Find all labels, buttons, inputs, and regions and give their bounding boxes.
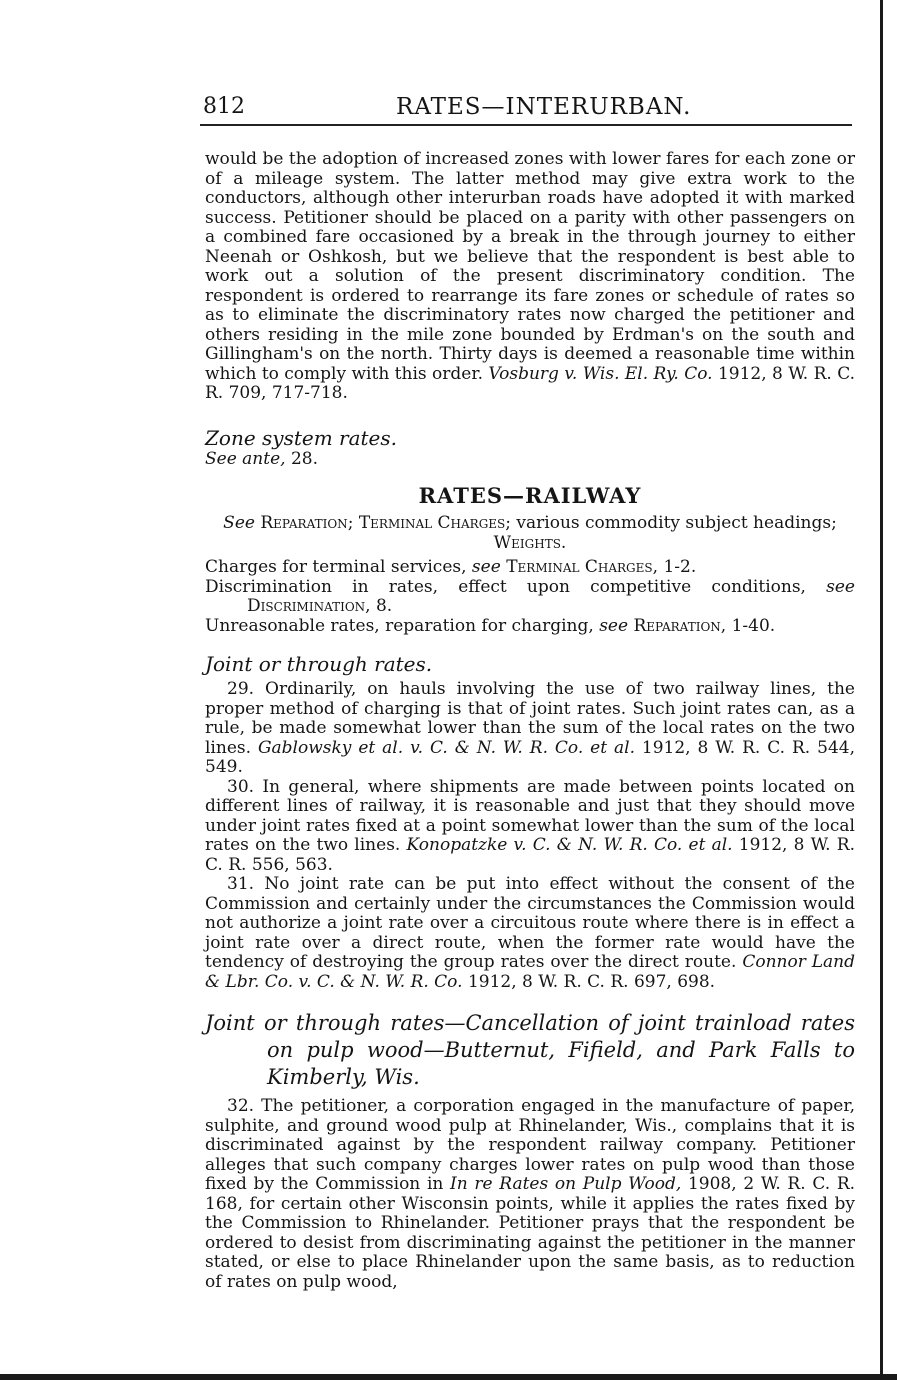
para-case: In re Rates on Pulp Wood,: [450, 1174, 682, 1194]
xref-num: , 1-2.: [652, 557, 697, 577]
para-case: Konopatzke v. C. & N. W. R. Co. et al.: [406, 835, 733, 855]
para-text: 30. In general, where shipments are made between points located on different lines of railway, it is reasonable and just that they should move under joint rates fixed at a point somewhat lower than the sum of the local rates on the two lines.: [205, 776, 855, 855]
see-reparation: Reparation: [260, 513, 348, 533]
para-ref: 1912, 8 W. R. C. R. 556, 563.: [205, 835, 855, 875]
para-text: 31. No joint rate can be put into effect without the consent of the Commission and certainly under the circumstances the Commission would not authorize a joint rate over a circuitous route where there is in effect a joint rate over a direct route, when the former rate would have the tendency of destroying the group rates over the direct route.: [205, 874, 855, 972]
xref-num: , 8.: [365, 596, 393, 616]
see-end: .: [560, 532, 567, 553]
see-weights: Weights: [493, 532, 561, 553]
para-text-after: 1908, 2 W. R. C. R. 168, for certain other Wisconsin points, while it applies the rates fixed by the Commission to Rhinelander. Petitioner prays that the respondent be ordered to desist from discriminating against the petitioner in the manner stated, or else to place Rhinelander upon the same basis, as to reduction of rates on pulp wood,: [205, 1174, 856, 1292]
zone-heading: Zone system rates.: [205, 425, 398, 450]
para-ref: 1912, 8 W. R. C. R. 697, 698.: [467, 971, 716, 992]
xref-item: [205, 617, 855, 637]
paragraph-29: [205, 680, 855, 778]
xref-see: see: [599, 615, 629, 636]
running-head: RATES—INTERURBAN.: [396, 94, 692, 120]
citation-ref: 1912, 8 W. R. C. R. 709, 717-718.: [205, 363, 856, 403]
xref-text: Unreasonable rates, reparation for charging,: [205, 615, 594, 636]
para-ref: 1912, 8 W. R. C. R. 544, 549.: [205, 737, 855, 777]
xref-see: see: [471, 557, 501, 577]
see-terminal-charges: Terminal Charges: [358, 513, 506, 533]
xref-item: [205, 558, 855, 578]
xref-item: [205, 578, 855, 617]
xref-text: Charges for terminal services,: [205, 557, 467, 577]
citation-case: Vosburg v. Wis. El. Ry. Co.: [488, 363, 713, 384]
joint-heading: Joint or through rates.: [205, 652, 433, 676]
cross-reference-list: [205, 558, 855, 636]
continuation-text: would be the adoption of increased zones with lower fares for each zone or of a mileage system. The latter method may give extra work to the conductors, although other interurban roads have adopted it with marked success. Petitioner should be placed on a parity with other passengers on a combined fare occasioned by a break in the through journey to either Neenah or Oshkosh, but we believe that the respondent is best able to work out a solution of the present discriminatory condition. The respondent is ordered to rearrange its fare zones or schedule of rates so as to eliminate the discriminatory rates now charged the petitioner and others residing in the mile zone bounded by Erdman's on the south and Gillingham's on the north. Thirty days is deemed a reasonable time within which to comply with this order.: [205, 149, 855, 384]
see-middle: ; various commodity subject headings;: [505, 513, 837, 533]
paragraph-31: [205, 875, 855, 992]
continuation-paragraph: [205, 150, 855, 404]
cancellation-heading: Joint or through rates—Cancellation of joint trainload rates on pulp wood—Butternut, Fifield, and Park Falls to Kimberly, Wis.: [205, 1011, 855, 1089]
xref-text: Discrimination in rates, effect upon competitive conditions,: [205, 576, 806, 597]
para-case: Connor Land & Lbr. Co. v. C. & N. W. R. Co.: [205, 952, 855, 992]
paragraph-32: [205, 1097, 855, 1292]
xref-see: see: [826, 576, 855, 597]
page-header: [203, 90, 853, 124]
para-text-before: 32. The petitioner, a corporation engaged in the manufacture of paper, sulphite, and ground wood pulp at Rhinelander, Wis., complains that it is discriminated against by the respondent railway company. Petitioner alleges that such company charges lower rates on pulp wood than those fixed by the Commission in: [205, 1096, 855, 1194]
scan-right-border: [880, 0, 883, 1380]
scan-bottom-border: [0, 1374, 897, 1380]
para-case: Gablowsky et al. v. C. & N. W. R. Co. et al.: [257, 737, 635, 758]
see-also-line: [205, 514, 855, 553]
xref-num: , 1-40.: [720, 615, 776, 636]
see-ante-ref: 28.: [290, 448, 319, 469]
header-rule: [200, 124, 852, 126]
page-body: [205, 150, 855, 1292]
xref-target: Terminal Charges: [506, 557, 653, 577]
see-ante-label: See ante,: [205, 448, 286, 469]
page-number: 812: [203, 94, 245, 119]
xref-target: Discrimination: [247, 596, 366, 616]
see-word: See: [223, 513, 255, 533]
para-text: 29. Ordinarily, on hauls involving the use of two railway lines, the proper method of charging is that of joint rates. Such joint rates can, as a rule, be made somewhat lower than the sum of the local rates on the two lines.: [205, 679, 855, 758]
see-sep: ;: [347, 513, 359, 533]
paragraph-30: [205, 778, 855, 876]
zone-see-line: [205, 450, 855, 470]
xref-target: Reparation: [633, 615, 721, 636]
section-title: RATES—RAILWAY: [418, 483, 642, 508]
